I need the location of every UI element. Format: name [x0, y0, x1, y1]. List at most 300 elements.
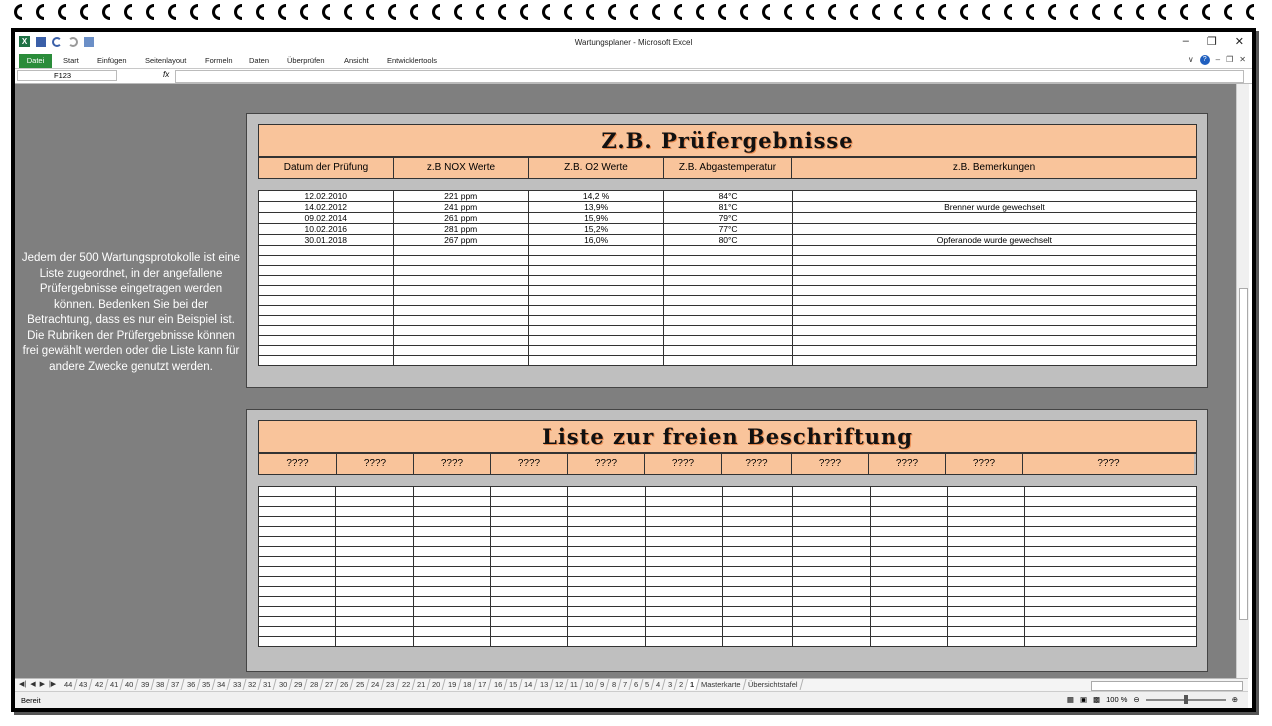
table-cell[interactable]	[722, 597, 792, 607]
table-cell[interactable]	[528, 316, 663, 326]
table-cell[interactable]	[259, 577, 336, 587]
table-cell[interactable]	[792, 191, 1196, 202]
table-cell[interactable]	[393, 346, 528, 356]
table-cell[interactable]	[568, 637, 645, 647]
table-cell[interactable]	[413, 527, 490, 537]
table-cell[interactable]	[948, 537, 1025, 547]
table-cell[interactable]: 221 ppm	[393, 191, 528, 202]
table-cell[interactable]: 10.02.2016	[259, 224, 394, 235]
table-cell[interactable]	[870, 607, 947, 617]
table-cell[interactable]	[490, 557, 567, 567]
table-cell[interactable]	[664, 246, 792, 256]
table-cell[interactable]	[490, 487, 567, 497]
table-cell[interactable]	[490, 607, 567, 617]
table-cell[interactable]	[870, 497, 947, 507]
table-cell[interactable]	[413, 637, 490, 647]
table-cell[interactable]: Brenner wurde gewechselt	[792, 202, 1196, 213]
table-cell[interactable]	[792, 224, 1196, 235]
table-cell[interactable]	[259, 306, 394, 316]
column-header[interactable]: ????	[945, 454, 1022, 474]
table-cell[interactable]	[722, 517, 792, 527]
table-cell[interactable]	[722, 607, 792, 617]
table-cell[interactable]	[568, 547, 645, 557]
table-cell[interactable]	[413, 567, 490, 577]
table-cell[interactable]	[722, 577, 792, 587]
table-cell[interactable]	[528, 336, 663, 346]
table-cell[interactable]	[870, 517, 947, 527]
table-cell[interactable]	[793, 547, 870, 557]
table-cell[interactable]	[870, 567, 947, 577]
table-cell[interactable]	[664, 266, 792, 276]
table-cell[interactable]	[870, 487, 947, 497]
table-cell[interactable]	[870, 627, 947, 637]
table-cell[interactable]	[413, 517, 490, 527]
table-cell[interactable]	[336, 637, 413, 647]
table-cell[interactable]	[393, 356, 528, 366]
table-cell[interactable]: 13,9%	[528, 202, 663, 213]
tab-start[interactable]: Start	[63, 56, 79, 65]
table-cell[interactable]	[645, 597, 722, 607]
table-cell[interactable]	[948, 557, 1025, 567]
table-cell[interactable]	[528, 246, 663, 256]
table-cell[interactable]	[793, 567, 870, 577]
table-cell[interactable]	[259, 256, 394, 266]
table-cell[interactable]	[528, 326, 663, 336]
table-cell[interactable]	[948, 597, 1025, 607]
table-cell[interactable]	[336, 557, 413, 567]
table-cell[interactable]	[259, 527, 336, 537]
table-cell[interactable]	[645, 607, 722, 617]
close-workbook-icon[interactable]: ✕	[1239, 55, 1246, 64]
table-cell[interactable]	[793, 617, 870, 627]
table-cell[interactable]	[528, 306, 663, 316]
table-cell[interactable]: 80°C	[664, 235, 792, 246]
table-cell[interactable]	[259, 246, 394, 256]
table-cell[interactable]	[336, 627, 413, 637]
page-break-view-icon[interactable]: ▩	[1093, 695, 1101, 704]
column-header[interactable]: z.B. Bemerkungen	[791, 158, 1196, 178]
table-cell[interactable]	[793, 627, 870, 637]
table-cell[interactable]	[1025, 587, 1197, 597]
table-cell[interactable]	[948, 567, 1025, 577]
table-cell[interactable]	[393, 306, 528, 316]
table-cell[interactable]	[1025, 557, 1197, 567]
table-cell[interactable]	[1025, 537, 1197, 547]
table-cell[interactable]	[528, 286, 663, 296]
table-cell[interactable]	[393, 256, 528, 266]
table-cell[interactable]	[948, 547, 1025, 557]
column-header[interactable]: ????	[413, 454, 490, 474]
table-cell[interactable]	[948, 627, 1025, 637]
table-cell[interactable]	[792, 336, 1196, 346]
table-cell[interactable]	[1025, 497, 1197, 507]
column-header[interactable]: ????	[644, 454, 721, 474]
table-cell[interactable]	[645, 497, 722, 507]
column-header[interactable]: ????	[721, 454, 791, 474]
table-cell[interactable]	[1025, 527, 1197, 537]
table-cell[interactable]	[393, 276, 528, 286]
zoom-slider-knob[interactable]	[1184, 695, 1188, 704]
column-header[interactable]: ????	[1022, 454, 1194, 474]
table-cell[interactable]	[722, 627, 792, 637]
table-cell[interactable]	[792, 246, 1196, 256]
table-cell[interactable]	[948, 497, 1025, 507]
table-cell[interactable]	[528, 346, 663, 356]
table-cell[interactable]	[793, 557, 870, 567]
zoom-level[interactable]: 100 %	[1106, 695, 1128, 704]
table-cell[interactable]	[259, 517, 336, 527]
tab-daten[interactable]: Daten	[249, 56, 270, 65]
table-cell[interactable]	[948, 527, 1025, 537]
table-cell[interactable]	[259, 286, 394, 296]
table-cell[interactable]: 79°C	[664, 213, 792, 224]
table-cell[interactable]	[490, 587, 567, 597]
table-cell[interactable]	[336, 497, 413, 507]
table-cell[interactable]	[259, 627, 336, 637]
table-cell[interactable]	[792, 306, 1196, 316]
table-cell[interactable]	[259, 326, 394, 336]
table-cell[interactable]	[645, 587, 722, 597]
table-cell[interactable]: 30.01.2018	[259, 235, 394, 246]
table-cell[interactable]	[568, 537, 645, 547]
table-cell[interactable]	[490, 597, 567, 607]
table-cell[interactable]	[1025, 627, 1197, 637]
table-cell[interactable]	[792, 356, 1196, 366]
table-cell[interactable]	[259, 567, 336, 577]
table-cell[interactable]: 261 ppm	[393, 213, 528, 224]
table-cell[interactable]	[793, 637, 870, 647]
table-cell[interactable]	[490, 627, 567, 637]
column-header[interactable]: Datum der Prüfung	[259, 158, 393, 178]
column-header[interactable]: ????	[259, 454, 336, 474]
table-cell[interactable]	[336, 527, 413, 537]
table-cell[interactable]	[490, 577, 567, 587]
formula-input[interactable]	[175, 70, 1244, 83]
table-cell[interactable]	[336, 597, 413, 607]
table-cell[interactable]	[870, 507, 947, 517]
table-cell[interactable]	[336, 537, 413, 547]
table-cell[interactable]	[722, 537, 792, 547]
table-cell[interactable]	[259, 637, 336, 647]
table-cell[interactable]	[793, 517, 870, 527]
table-cell[interactable]	[568, 587, 645, 597]
table-cell[interactable]	[413, 627, 490, 637]
table-cell[interactable]	[793, 497, 870, 507]
table-cell[interactable]	[413, 487, 490, 497]
table-cell[interactable]	[645, 617, 722, 627]
tab-ansicht[interactable]: Ansicht	[344, 56, 369, 65]
name-box[interactable]: F123	[17, 70, 117, 81]
tab-formeln[interactable]: Formeln	[205, 56, 233, 65]
table-cell[interactable]	[793, 527, 870, 537]
column-header[interactable]: z.B NOX Werte	[393, 158, 528, 178]
column-header[interactable]: ????	[336, 454, 413, 474]
table-cell[interactable]	[413, 577, 490, 587]
table-cell[interactable]	[259, 537, 336, 547]
close-icon[interactable]: ✕	[1234, 36, 1244, 48]
table-cell[interactable]: 14,2 %	[528, 191, 663, 202]
table-cell[interactable]: 77°C	[664, 224, 792, 235]
table-cell[interactable]	[645, 487, 722, 497]
table-cell[interactable]	[792, 276, 1196, 286]
table-cell[interactable]	[664, 316, 792, 326]
table-cell[interactable]	[259, 266, 394, 276]
sheet-tab[interactable]	[697, 679, 747, 690]
table-cell[interactable]	[568, 567, 645, 577]
table-cell[interactable]	[490, 567, 567, 577]
table-cell[interactable]	[948, 607, 1025, 617]
table-cell[interactable]	[528, 296, 663, 306]
table-cell[interactable]	[336, 487, 413, 497]
table-cell[interactable]	[413, 547, 490, 557]
tab-seitenlayout[interactable]: Seitenlayout	[145, 56, 187, 65]
minimize-workbook-icon[interactable]: –	[1215, 55, 1221, 64]
table-cell[interactable]	[870, 577, 947, 587]
table-cell[interactable]	[393, 266, 528, 276]
table-cell[interactable]	[793, 587, 870, 597]
table-cell[interactable]	[1025, 577, 1197, 587]
table-cell[interactable]: 09.02.2014	[259, 213, 394, 224]
table-cell[interactable]	[948, 507, 1025, 517]
table-cell[interactable]	[568, 497, 645, 507]
table-cell[interactable]	[793, 577, 870, 587]
table-cell[interactable]	[870, 597, 947, 607]
tab-einfuegen[interactable]: Einfügen	[97, 56, 127, 65]
table-cell[interactable]	[870, 617, 947, 627]
zoom-in-icon[interactable]: ⊕	[1231, 695, 1238, 704]
table-cell[interactable]	[870, 527, 947, 537]
column-header[interactable]: ????	[567, 454, 644, 474]
last-sheet-icon[interactable]: |▶	[48, 681, 57, 688]
table-cell[interactable]	[1025, 597, 1197, 607]
vertical-scrollbar[interactable]	[1236, 84, 1249, 678]
table-cell[interactable]	[948, 637, 1025, 647]
column-header[interactable]: ????	[490, 454, 567, 474]
table-cell[interactable]	[793, 487, 870, 497]
table-cell[interactable]	[393, 316, 528, 326]
table-cell[interactable]	[568, 487, 645, 497]
table-cell[interactable]	[792, 296, 1196, 306]
table-cell[interactable]	[413, 507, 490, 517]
table-cell[interactable]	[259, 276, 394, 286]
table-cell[interactable]	[664, 296, 792, 306]
table-cell[interactable]	[568, 527, 645, 537]
table-cell[interactable]	[792, 266, 1196, 276]
table-cell[interactable]	[413, 557, 490, 567]
table-cell[interactable]	[336, 617, 413, 627]
table-cell[interactable]	[259, 497, 336, 507]
table-cell[interactable]	[793, 607, 870, 617]
table-cell[interactable]	[793, 597, 870, 607]
table-cell[interactable]	[722, 557, 792, 567]
table-cell[interactable]	[664, 326, 792, 336]
table-cell[interactable]	[413, 497, 490, 507]
table-cell[interactable]	[792, 213, 1196, 224]
table-cell[interactable]	[793, 537, 870, 547]
table-cell[interactable]	[490, 617, 567, 627]
table-cell[interactable]	[948, 617, 1025, 627]
table-cell[interactable]	[568, 617, 645, 627]
table-cell[interactable]	[259, 336, 394, 346]
table-cell[interactable]	[336, 567, 413, 577]
sheet-tab[interactable]	[743, 679, 803, 690]
table-cell[interactable]	[336, 587, 413, 597]
table-cell[interactable]	[259, 296, 394, 306]
table-cell[interactable]	[645, 627, 722, 637]
tab-entwicklertools[interactable]: Entwicklertools	[387, 56, 438, 65]
table-cell[interactable]	[528, 266, 663, 276]
zoom-slider[interactable]	[1146, 699, 1226, 701]
table-cell[interactable]: 81°C	[664, 202, 792, 213]
table-cell[interactable]	[870, 537, 947, 547]
table-cell[interactable]	[490, 507, 567, 517]
table-cell[interactable]	[490, 547, 567, 557]
table-cell[interactable]	[568, 517, 645, 527]
table-cell[interactable]	[568, 507, 645, 517]
table-cell[interactable]	[413, 597, 490, 607]
normal-view-icon[interactable]: ▦	[1066, 695, 1074, 704]
table-cell[interactable]	[870, 587, 947, 597]
table-cell[interactable]	[645, 637, 722, 647]
table-cell[interactable]	[336, 607, 413, 617]
table-cell[interactable]	[870, 547, 947, 557]
minimize-icon[interactable]: –	[1182, 35, 1189, 47]
column-header[interactable]: ????	[791, 454, 868, 474]
table-cell[interactable]: Opferanode wurde gewechselt	[792, 235, 1196, 246]
table-cell[interactable]	[490, 497, 567, 507]
table-cell[interactable]	[948, 577, 1025, 587]
table-cell[interactable]	[413, 537, 490, 547]
table-cell[interactable]	[259, 507, 336, 517]
table-cell[interactable]: 84°C	[664, 191, 792, 202]
table-cell[interactable]	[792, 316, 1196, 326]
table-cell[interactable]	[259, 607, 336, 617]
table-cell[interactable]	[722, 527, 792, 537]
table-cell[interactable]	[792, 256, 1196, 266]
table-cell[interactable]	[259, 356, 394, 366]
table-cell[interactable]	[870, 557, 947, 567]
table-cell[interactable]	[1025, 567, 1197, 577]
table-cell[interactable]	[490, 637, 567, 647]
zoom-out-icon[interactable]: ⊖	[1133, 695, 1140, 704]
table-cell[interactable]	[528, 356, 663, 366]
table-cell[interactable]	[664, 356, 792, 366]
table-cell[interactable]	[792, 346, 1196, 356]
table-cell[interactable]	[490, 527, 567, 537]
table-cell[interactable]	[1025, 507, 1197, 517]
table-cell[interactable]	[948, 587, 1025, 597]
table-cell[interactable]: 241 ppm	[393, 202, 528, 213]
table-cell[interactable]	[568, 627, 645, 637]
table-cell[interactable]	[490, 517, 567, 527]
table-cell[interactable]	[645, 577, 722, 587]
table-cell[interactable]	[664, 276, 792, 286]
table-cell[interactable]	[336, 547, 413, 557]
restore-icon[interactable]: ❐	[1206, 36, 1217, 48]
table-cell[interactable]	[664, 286, 792, 296]
table-cell[interactable]	[1025, 617, 1197, 627]
table-cell[interactable]	[568, 557, 645, 567]
table-cell[interactable]	[259, 557, 336, 567]
table-cell[interactable]	[259, 617, 336, 627]
table-cell[interactable]	[393, 326, 528, 336]
table-cell[interactable]	[645, 557, 722, 567]
table-cell[interactable]	[568, 577, 645, 587]
table-cell[interactable]	[1025, 637, 1197, 647]
table-cell[interactable]	[722, 617, 792, 627]
table-cell[interactable]	[645, 517, 722, 527]
table-cell[interactable]: 267 ppm	[393, 235, 528, 246]
table-cell[interactable]	[568, 607, 645, 617]
table-cell[interactable]	[722, 487, 792, 497]
table-cell[interactable]	[722, 587, 792, 597]
table-cell[interactable]	[948, 487, 1025, 497]
table-cell[interactable]	[722, 507, 792, 517]
table-cell[interactable]	[393, 246, 528, 256]
table-cell[interactable]	[490, 537, 567, 547]
column-header[interactable]: ????	[868, 454, 945, 474]
table-cell[interactable]	[336, 517, 413, 527]
table-cell[interactable]	[664, 306, 792, 316]
next-sheet-icon[interactable]: ▶	[39, 681, 45, 688]
table-cell[interactable]	[948, 517, 1025, 527]
table-cell[interactable]	[1025, 517, 1197, 527]
table-cell[interactable]	[645, 507, 722, 517]
table-cell[interactable]	[722, 497, 792, 507]
table-cell[interactable]: 14.02.2012	[259, 202, 394, 213]
table-cell[interactable]	[568, 597, 645, 607]
table-cell[interactable]	[259, 587, 336, 597]
table-cell[interactable]	[259, 597, 336, 607]
table-cell[interactable]	[393, 296, 528, 306]
vertical-scroll-thumb[interactable]	[1239, 288, 1248, 620]
tab-ueberpruefen[interactable]: Überprüfen	[287, 56, 325, 65]
table-cell[interactable]: 281 ppm	[393, 224, 528, 235]
table-cell[interactable]	[1025, 487, 1197, 497]
restore-workbook-icon[interactable]: ❐	[1226, 55, 1234, 64]
table-cell[interactable]	[664, 346, 792, 356]
first-sheet-icon[interactable]: ◀|	[19, 681, 27, 688]
table-cell[interactable]	[393, 336, 528, 346]
table-cell[interactable]	[664, 336, 792, 346]
table-cell[interactable]	[259, 316, 394, 326]
table-cell[interactable]	[870, 637, 947, 647]
table-cell[interactable]	[413, 607, 490, 617]
table-cell[interactable]	[793, 507, 870, 517]
column-header[interactable]: Z.B. O2 Werte	[528, 158, 663, 178]
column-header[interactable]: Z.B. Abgastemperatur	[663, 158, 791, 178]
table-cell[interactable]	[413, 587, 490, 597]
table-cell[interactable]	[393, 286, 528, 296]
table-cell[interactable]	[528, 256, 663, 266]
table-cell[interactable]	[1025, 607, 1197, 617]
prev-sheet-icon[interactable]: ◀	[30, 681, 36, 688]
table-cell[interactable]	[722, 567, 792, 577]
table-cell[interactable]: 16,0%	[528, 235, 663, 246]
fx-icon[interactable]: fx	[163, 70, 170, 79]
table-cell[interactable]	[645, 527, 722, 537]
table-cell[interactable]	[1025, 547, 1197, 557]
table-cell[interactable]: 15,9%	[528, 213, 663, 224]
table-cell[interactable]	[336, 577, 413, 587]
table-cell[interactable]	[792, 286, 1196, 296]
table-cell[interactable]	[792, 326, 1196, 336]
table-cell[interactable]	[259, 487, 336, 497]
table-cell[interactable]	[336, 507, 413, 517]
chevron-down-icon[interactable]: ∨	[1187, 55, 1194, 64]
horizontal-scrollbar[interactable]	[1091, 681, 1243, 691]
page-layout-view-icon[interactable]: ▣	[1079, 695, 1088, 704]
